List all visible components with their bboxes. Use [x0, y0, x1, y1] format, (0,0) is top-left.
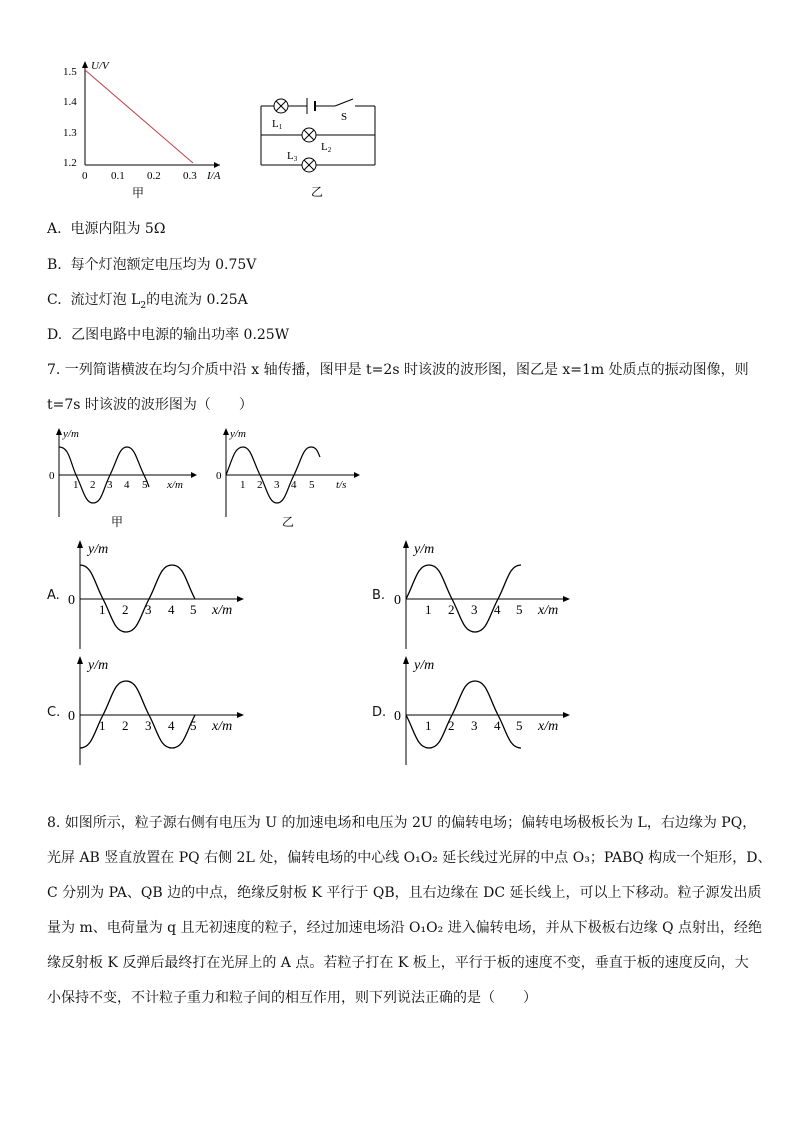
figure-caption: 乙 [282, 515, 295, 529]
lamp-label: L2 [321, 141, 332, 154]
tick-label: 1 [240, 479, 246, 491]
option-text: 的电流为 0.25A [146, 292, 248, 308]
wave-graph-jia [45, 425, 205, 530]
axis-label: y/m [230, 428, 246, 440]
axis-label: x/m [538, 719, 559, 734]
wave-graph-yi [212, 425, 372, 530]
ui-y-label: U/V [91, 60, 109, 72]
tick-label: 4 [124, 479, 130, 491]
tick-label: 4 [494, 602, 501, 617]
axis-label: x/m [212, 603, 233, 618]
tick-label: 3 [471, 718, 478, 733]
q7-stem-line1: 7. 一列简谐横波在均匀介质中沿 x 轴传播，图甲是 t=2s 时该波的波形图，图乙是 x=1m 处质点的振动图像，则 [47, 362, 749, 378]
ui-x-label: I/A [207, 170, 221, 182]
tick-label: 5 [190, 602, 197, 617]
switch-label: S [341, 111, 348, 123]
ui-y-tick: 1.5 [63, 66, 77, 78]
origin-label: 0 [49, 470, 55, 482]
tick-label: 2 [448, 718, 455, 733]
lamp-icon [302, 128, 316, 142]
option-letter: B. [47, 257, 62, 273]
tick-label: 3 [107, 479, 113, 491]
axis-label: y/m [63, 428, 79, 440]
option-letter: C. [47, 292, 62, 308]
lamp-label: L1 [272, 118, 283, 131]
axis-label: t/s [336, 479, 347, 491]
circuit-diagram [255, 90, 385, 200]
tick-label: 5 [309, 479, 315, 491]
tick-label: 2 [122, 718, 129, 733]
q7-option-a-letter[interactable]: A. [47, 588, 60, 603]
axis-label: x/m [212, 719, 233, 734]
tick-label: 1 [73, 479, 79, 491]
tick-label: 1 [425, 718, 432, 733]
tick-label: 2 [122, 602, 129, 617]
origin-label: 0 [68, 593, 75, 608]
tick-label: 4 [168, 718, 175, 733]
ui-x-tick: 0.1 [111, 170, 125, 182]
axis-label: y/m [88, 658, 109, 673]
tick-label: 3 [274, 479, 280, 491]
q8-stem-line: 小保持不变，不计粒子重力和粒子间的相互作用，则下列说法正确的是（ ） [47, 990, 537, 1006]
axis-label: x/m [538, 603, 559, 618]
tick-label: 3 [145, 602, 152, 617]
ui-graph [55, 55, 235, 205]
q6-option-d[interactable] [47, 326, 289, 344]
lamp-label: L3 [287, 150, 298, 163]
figure-caption: 甲 [111, 515, 124, 529]
axis-label: x/m [167, 479, 183, 491]
q7-option-b-letter[interactable]: B. [372, 588, 386, 603]
ui-y-tick: 1.2 [63, 157, 77, 169]
option-letter: A. [47, 221, 62, 237]
q7-option-c-letter[interactable]: C. [47, 705, 61, 720]
q7-option-b-graph[interactable] [388, 537, 578, 652]
ui-x-tick: 0.2 [147, 170, 161, 182]
option-text: 乙图电路中电源的输出功率 0.25W [71, 327, 290, 343]
q7-option-a-graph[interactable] [62, 537, 252, 652]
option-text: 每个灯泡额定电压均为 0.75V [70, 257, 257, 273]
axis-label: y/m [414, 542, 435, 557]
origin-label: 0 [394, 709, 401, 724]
q7-option-d-graph[interactable] [388, 653, 578, 768]
q8-stem-line: 缘反射板 K 反弹后最终打在光屏上的 A 点。若粒子打在 K 板上，平行于板的速度不变，垂直于板的速度反向，大 [47, 955, 749, 971]
ui-x-tick: 0 [82, 170, 88, 182]
q8-stem-line: 光屏 AB 竖直放置在 PQ 右侧 2L 处，偏转电场的中心线 O₁O₂ 延长线过光屏的中点 O₃；PABQ 构成一个矩形，D、 [47, 850, 772, 866]
option-letter: D. [47, 327, 63, 343]
ui-line [85, 70, 193, 163]
tick-label: 1 [99, 602, 106, 617]
axis-label: y/m [88, 542, 109, 557]
tick-label: 5 [516, 602, 523, 617]
tick-label: 4 [168, 602, 175, 617]
q6-option-c[interactable] [47, 291, 248, 315]
q7-option-d-letter[interactable]: D. [372, 705, 387, 720]
tick-label: 2 [90, 479, 96, 491]
tick-label: 5 [516, 718, 523, 733]
q6-option-a[interactable] [47, 220, 165, 238]
q8-stem-line: C 分别为 PA、QB 边的中点，绝缘反射板 K 平行于 QB，且右边缘在 DC 延长线上，可以上下移动。粒子源发出质 [47, 885, 762, 901]
tick-label: 2 [257, 479, 263, 491]
origin-label: 0 [394, 593, 401, 608]
option-text: 流过灯泡 L [70, 292, 141, 308]
q7-option-c-graph[interactable] [62, 653, 252, 768]
tick-label: 1 [425, 602, 432, 617]
origin-label: 0 [216, 470, 222, 482]
q8-stem-line: 量为 m、电荷量为 q 且无初速度的粒子，经过加速电场沿 O₁O₂ 进入偏转电场，并从下极板右边缘 Q 点射出，经绝 [47, 920, 763, 936]
tick-label: 4 [494, 718, 501, 733]
tick-label: 1 [99, 718, 106, 733]
q6-option-b[interactable] [47, 256, 256, 274]
ui-y-tick: 1.4 [63, 96, 77, 108]
option-subscript: 2 [140, 300, 147, 311]
tick-label: 5 [190, 718, 197, 733]
q8-stem-line: 8. 如图所示，粒子源右侧有电压为 U 的加速电场和电压为 2U 的偏转电场；偏转电场极板长为 L，右边缘为 PQ， [47, 815, 757, 831]
ui-y-tick: 1.3 [63, 127, 77, 139]
option-text: 电源内阻为 5Ω [70, 221, 166, 237]
axis-label: y/m [414, 658, 435, 673]
ui-x-tick: 0.3 [183, 170, 197, 182]
origin-label: 0 [68, 709, 75, 724]
lamp-icon [302, 158, 316, 172]
tick-label: 5 [142, 479, 148, 491]
q7-stem-line2: t=7s 时该波的波形图为（ ） [47, 397, 253, 413]
tick-label: 3 [471, 602, 478, 617]
tick-label: 2 [448, 602, 455, 617]
figure-caption: 甲 [132, 186, 145, 200]
tick-label: 3 [145, 718, 152, 733]
lamp-icon [274, 99, 288, 113]
figure-caption: 乙 [311, 185, 324, 199]
tick-label: 4 [291, 479, 297, 491]
